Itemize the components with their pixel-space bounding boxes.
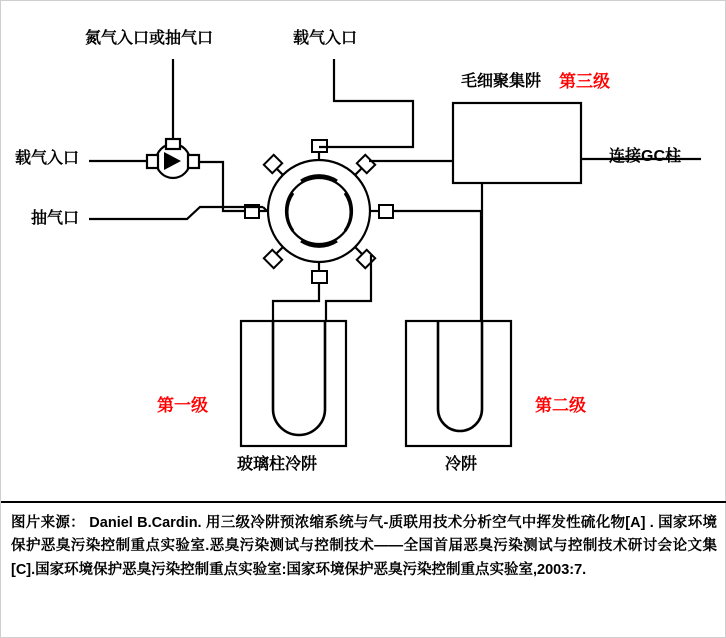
label-cold-trap: 冷阱 — [445, 456, 478, 473]
figure-caption — [1, 501, 726, 638]
label-carrier-gas-inlet-left: 载气入口 — [15, 150, 80, 167]
valve-east-to-stage2-line — [393, 211, 481, 321]
label-pump-port: 抽气口 — [31, 210, 80, 227]
valve-to-west-port-line — [199, 162, 245, 211]
capillary-trap-box — [453, 103, 581, 183]
valve-top-block — [166, 139, 180, 149]
top-carrier-gas-line — [319, 59, 413, 147]
valve-right-block — [188, 155, 199, 168]
valve-inner-circle — [286, 178, 352, 244]
stage1-outer-box — [241, 321, 346, 446]
label-capillary-trap: 毛细聚集阱 — [461, 73, 542, 90]
diagram-svg — [1, 1, 726, 501]
valve-left-block — [147, 155, 158, 168]
pump-port-line — [89, 207, 263, 219]
valve-trap-system-diagram — [1, 1, 726, 501]
label-nitrogen-inlet: 氮气入口或抽气口 — [85, 30, 214, 47]
caption-text: 图片来源： Daniel B.Cardin. 用三级冷阱预浓缩系统与气-质联用技术分析空气中挥发性硫化物[A] . 国家环境保护恶臭污染控制重点实验室.恶臭污染测试与控制技术——全国首届恶臭污染测试与控制技术研讨会论文集[C].国家环境保护恶臭污染控制重点实验室:国家环境保护恶臭污染控制重点实验室,2003:7. — [11, 515, 717, 578]
port-block-s — [312, 271, 327, 283]
port-block-e — [379, 205, 393, 218]
stage2-outer-box — [406, 321, 511, 446]
valve-south-to-stage1-line — [273, 283, 319, 321]
port-block-sw — [264, 250, 282, 268]
label-carrier-gas-inlet-top: 载气入口 — [293, 30, 358, 47]
label-connect-gc-column: 连接GC柱 — [609, 148, 682, 165]
label-glass-cold-trap: 玻璃柱冷阱 — [237, 456, 318, 473]
label-stage-one: 第一级 — [157, 396, 208, 415]
label-stage-two: 第二级 — [535, 396, 586, 415]
label-stage-three: 第三级 — [559, 72, 610, 91]
